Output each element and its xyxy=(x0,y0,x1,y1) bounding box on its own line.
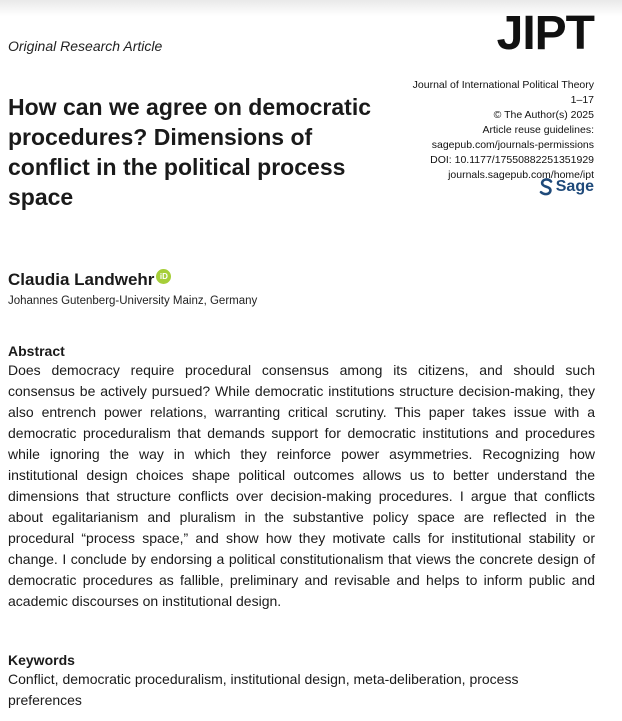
publisher-name: Sage xyxy=(555,178,594,195)
journal-name: Journal of International Political Theory xyxy=(412,79,594,91)
reuse-guidelines-link[interactable]: sagepub.com/journals-permissions xyxy=(431,139,594,151)
abstract-heading: Abstract xyxy=(8,343,65,359)
article-title: How can we agree on democratic procedures? Dimensions of conflict in the political process space xyxy=(8,94,372,210)
keywords-heading: Keywords xyxy=(8,652,75,668)
orcid-icon[interactable]: iD xyxy=(156,269,171,284)
author-affiliation: Johannes Gutenberg-University Mainz, Germany xyxy=(8,295,258,307)
doi[interactable]: DOI: 10.1177/17550882251351929 xyxy=(430,154,594,166)
journal-homepage-link[interactable]: journals.sagepub.com/home/ipt xyxy=(448,169,594,181)
author-name[interactable]: Claudia Landwehr xyxy=(8,270,155,289)
keywords-list: Conflict, democratic proceduralism, institutional design, meta-deliberation, process preferences xyxy=(8,671,519,708)
page-range: 1–17 xyxy=(570,94,594,106)
author-line xyxy=(8,270,171,290)
sage-s-icon xyxy=(539,178,553,196)
reuse-guidelines-label: Article reuse guidelines: xyxy=(482,124,594,136)
journal-metadata xyxy=(354,78,594,183)
article-type-label: Original Research Article xyxy=(8,38,163,54)
abstract-body: Does democracy require procedural consensus among its citizens, and should such consensus be actively pursued? While democratic institutions structure decision-making, they also entrench power relations, warranting critical scrutiny. This paper takes issue with a democratic proceduralism that demands support for democratic institutions and procedures while ignoring the way in which they reinforce power asymmetries. Recognizing how institutional design choices shape political outcomes allows us to better understand the dimensions that structure conflicts over decision-making procedures. I argue that conflicts about egalitarianism and pluralism in the substantive policy space are reflected in the procedural “process space,” and show how they motivate calls for institutional stability or change. I conclude by endorsing a political constitutionalism that views the concrete design of democratic procedures as fallible, preliminary and revisable and helps to inform public and academic discourses on institutional design. xyxy=(8,362,595,609)
journal-logo: JIPT xyxy=(496,7,594,60)
publisher-logo xyxy=(539,178,594,196)
copyright: © The Author(s) 2025 xyxy=(493,109,594,121)
